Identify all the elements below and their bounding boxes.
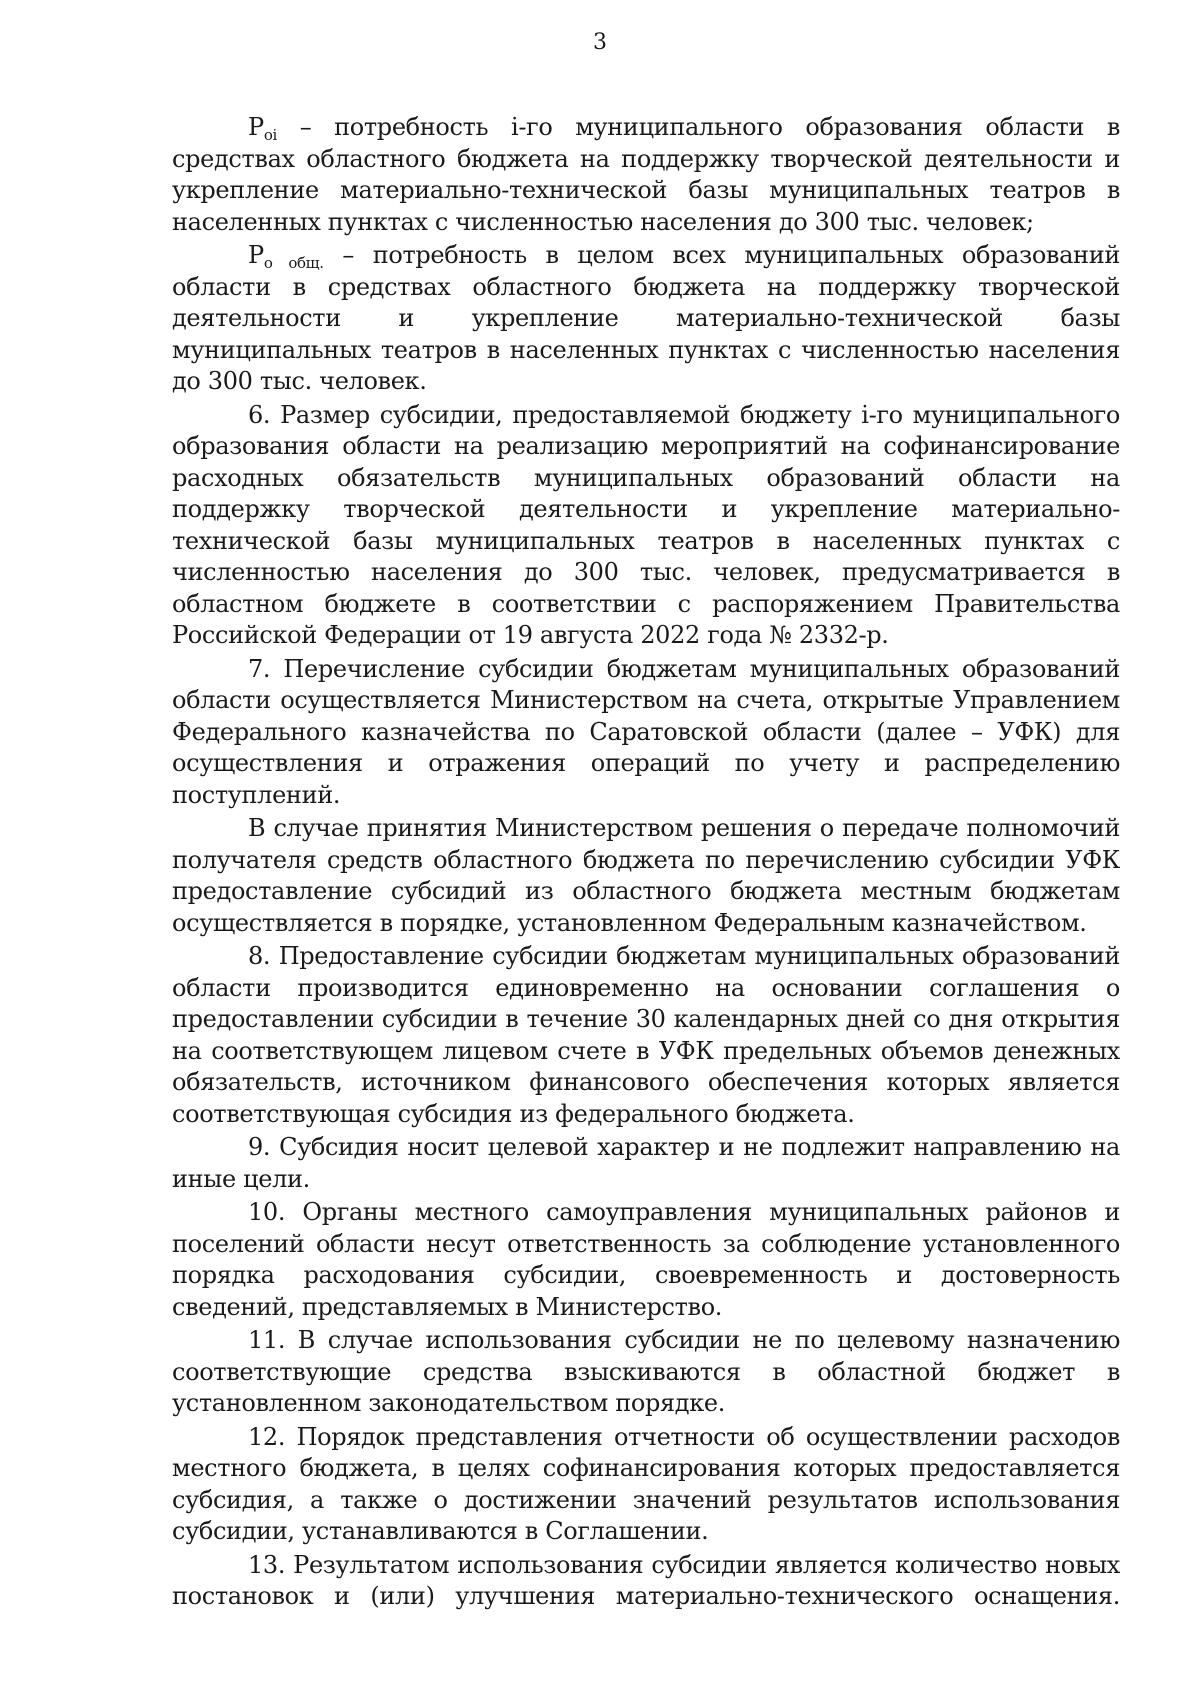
symbol-subscript: о общ. (263, 254, 324, 272)
definition-text: – потребность в целом всех муниципальных образований области в средствах областного бюджета на поддержку творческой деятельности и укрепление материально-технической базы муниципальных театров в населенных пунктах с численностью населения до 300 тыс. человек. (172, 241, 1120, 395)
page-number: 3 (593, 30, 607, 55)
symbol: P (248, 241, 264, 269)
clause-13: 13. Результатом использования субсидии является количество новых постановок и (или) улучшения материально-технического оснащения. (172, 1550, 1120, 1610)
symbol: P (248, 113, 264, 141)
clause-12: 12. Порядок представления отчетности об осуществлении расходов местного бюджета, в целях софинансирования которых предоставляется субсидия, а также о достижении значений результатов использования субсидии, устанавливаются в Соглашении. (172, 1422, 1120, 1545)
clause-10: 10. Органы местного самоуправления муниципальных районов и поселений области несут ответственность за соблюдение установленного порядка расходования субсидии, своевременность и достоверность сведений, представляемых в Министерство. (172, 1198, 1120, 1321)
definition-text: – потребность i-го муниципального образования области в средствах областного бюджета на поддержку творческой деятельности и укрепление материально-технической базы муниципальных театров в населенных пунктах с численностью населения до 300 тыс. человек; (172, 113, 1120, 236)
symbol-subscript: oi (263, 126, 277, 144)
clause-7: 7. Перечисление субсидии бюджетам муниципальных образований области осуществляется Министерством на счета, открытые Управлением Федерального казначейства по Саратовской области (далее – УФК) для осуществления и отражения операций по учету и распределению поступлений. (172, 654, 1120, 809)
document-body (172, 112, 1120, 1615)
definition-p-oi (172, 112, 1120, 238)
clause-9: 9. Субсидия носит целевой характер и не подлежит направлению на иные цели. (172, 1133, 1120, 1193)
clause-8: 8. Предоставление субсидии бюджетам муниципальных образований области производится единовременно на основании соглашения о предоставлении субсидии в течение 30 календарных дней со дня открытия на соответствующем лицевом счете в УФК предельных объемов денежных обязательств, источником финансового обеспечения которых является соответствующая субсидия из федерального бюджета. (172, 942, 1120, 1128)
definition-p-total (172, 240, 1120, 398)
clause-6: 6. Размер субсидии, предоставляемой бюджету i-го муниципального образования области на реализацию мероприятий на софинансирование расходных обязательств муниципальных образований области на поддержку творческой деятельности и укрепление материально-технической базы муниципальных театров в населенных пунктах с численностью населения до 300 тыс. человек, предусматривается в областном бюджете в соответствии с распоряжением Правительства Российской Федерации от 19 августа 2022 года № 2332-р. (172, 400, 1120, 649)
clause-11: 11. В случае использования субсидии не по целевому назначению соответствующие средства взыскиваются в областной бюджет в установленном законодательством порядке. (172, 1326, 1120, 1417)
clause-7-continuation: В случае принятия Министерством решения о передаче полномочий получателя средств областного бюджета по перечислению субсидии УФК предоставление субсидий из областного бюджета местным бюджетам осуществляется в порядке, установленном Федеральным казначейством. (172, 814, 1120, 937)
